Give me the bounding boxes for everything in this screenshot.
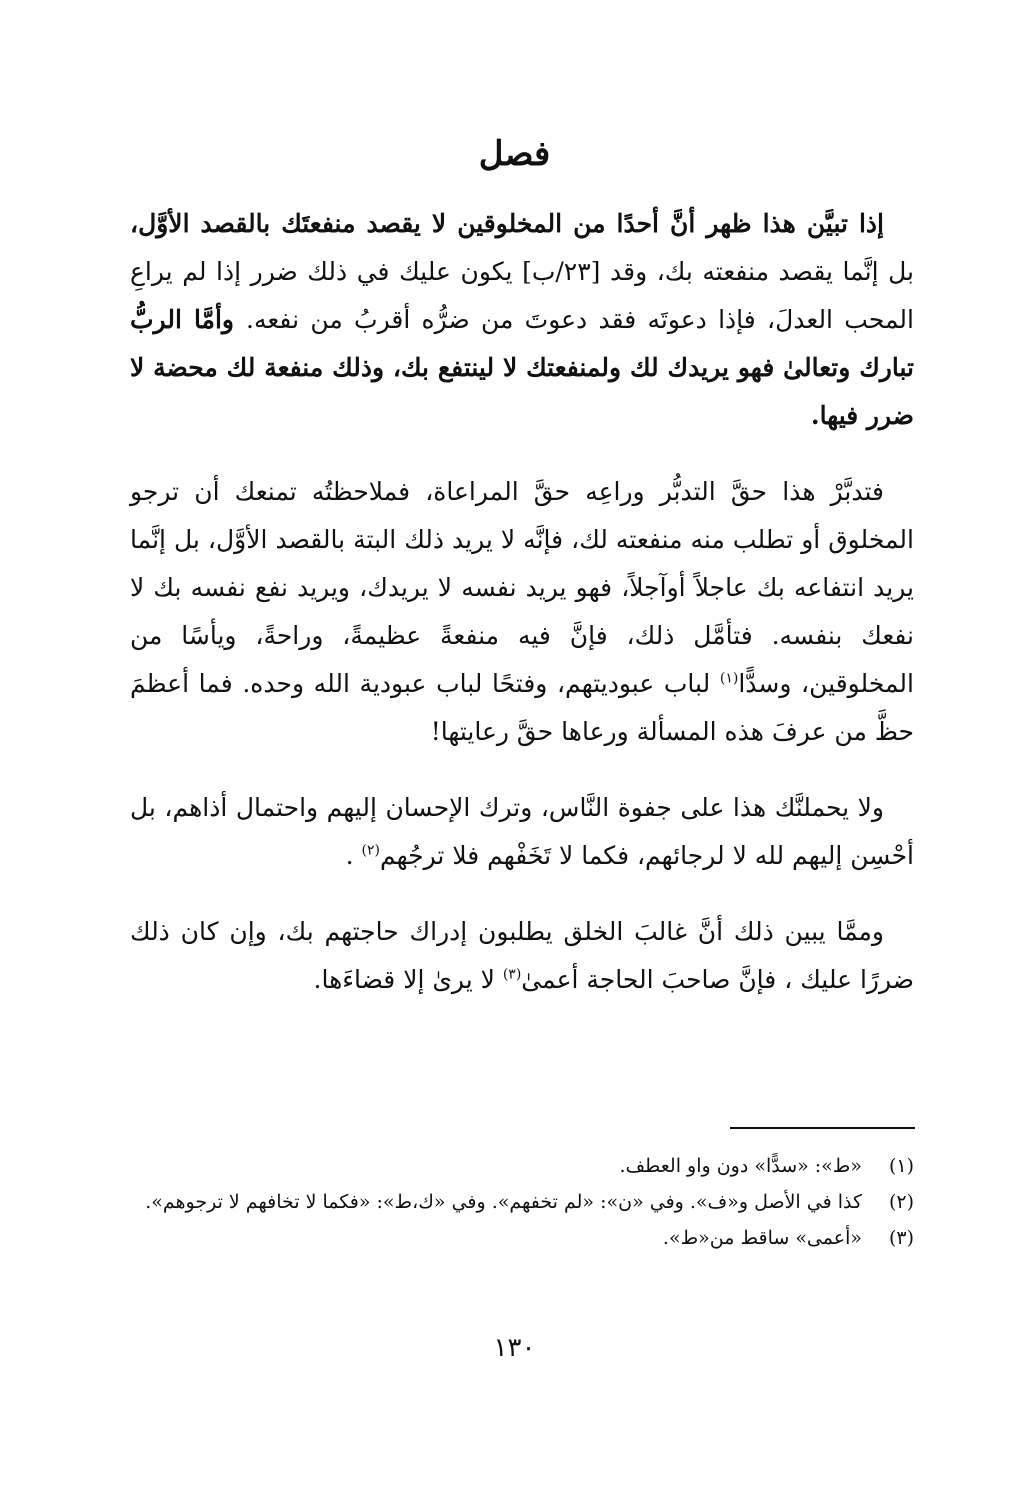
paragraph: [130, 784, 914, 880]
footnote: [130, 1150, 914, 1183]
text-segment: فتدبَّرْ هذا حقَّ التدبُّر وراعِه حقَّ المراعاة، فملاحظتُه تمنعك أن ترجو المخلوق أو تطلب منه منفعته لك، فإنَّه لا يريد ذلك البتة بالقصد الأوَّل، بل إنَّما يريد انتفاعه بك عاجلاً أوآجلاً، فهو يريد نفسه لا يريدك، ويريد نفع نفسه بك لا نفعك بنفسه. فتأمَّل ذلك، فإنَّ فيه منفعةً عظيمةً، وراحةً، ويأسًا من المخلوقين، وسدًّا: [130, 477, 914, 698]
text-segment: وممَّا يبين ذلك أنَّ غالبَ الخلق يطلبون إدراك حاجتهم بك، وإن كان ذلك ضررًا عليك ، فإنَّ صاحبَ الحاجة أعمىٰ: [130, 917, 914, 994]
page-title: فصل: [478, 134, 551, 174]
body-text: [130, 200, 914, 1032]
bold-text-segment: وأمَّا الربُّ تبارك وتعالىٰ فهو يريدك لك ولمنفعتك لا لينتفع بك، وذلك منفعة لك محضة لا ضرر فيها.: [130, 305, 914, 430]
text-segment: لا يرىٰ إلا قضاءَها.: [313, 965, 503, 994]
footnote: [130, 1222, 914, 1255]
text-segment: بل إنَّما يقصد منفعته بك، وقد [٢٣/ب] يكون عليك في ذلك ضرر إذا لم يراعِ المحب العدلَ، فإذا دعوتَه فقد دعوتَ من ضرُّه أقربُ من نفعه.: [130, 257, 914, 334]
text-segment: .: [345, 841, 362, 870]
footnote-number: (١): [888, 1155, 914, 1177]
bold-text-segment: إذا تبيَّن هذا ظهر أنَّ أحدًا من المخلوقين لا يقصد منفعتَك بالقصد الأوَّل،: [130, 209, 884, 238]
text-segment: ولا يحملنَّك هذا على جفوة النَّاس، وترك الإحسان إليهم واحتمال أذاهم، بل أحْسِن إليهم لله لا لرجائهم، فكما لا تَخَفْهم فلا ترجُهم: [130, 793, 914, 870]
text-segment: لباب عبوديتهم، وفتحًا لباب عبودية الله وحده. فما أعظمَ حظَّ من عرفَ هذه المسألة ورعاها حقَّ رعايتها!: [130, 669, 914, 746]
footnote-reference: (١): [719, 670, 739, 687]
paragraph: [130, 468, 914, 756]
page-number: ١٣٠: [493, 1333, 536, 1363]
footnote-divider: [730, 1127, 915, 1129]
footnote-number: (٢): [888, 1191, 914, 1213]
footnote-reference: (٣): [502, 966, 522, 983]
footnote-number: (٣): [888, 1227, 914, 1249]
paragraph: [130, 908, 914, 1004]
footnote: [130, 1186, 914, 1219]
footnote-text: كذا في الأصل و«ف». وفي «ن»: «لم تخفهم». وفي «ك،ط»: «فكما لا تخافهم لا ترجوهم».: [145, 1191, 862, 1213]
footnote-text: «ط»: «سدًّا» دون واو العطف.: [619, 1155, 862, 1177]
paragraph: [130, 200, 914, 440]
footnote-text: «أعمى» ساقط من«ط».: [662, 1227, 862, 1249]
footnotes: [130, 1150, 914, 1258]
footnote-reference: (٢): [361, 842, 381, 859]
